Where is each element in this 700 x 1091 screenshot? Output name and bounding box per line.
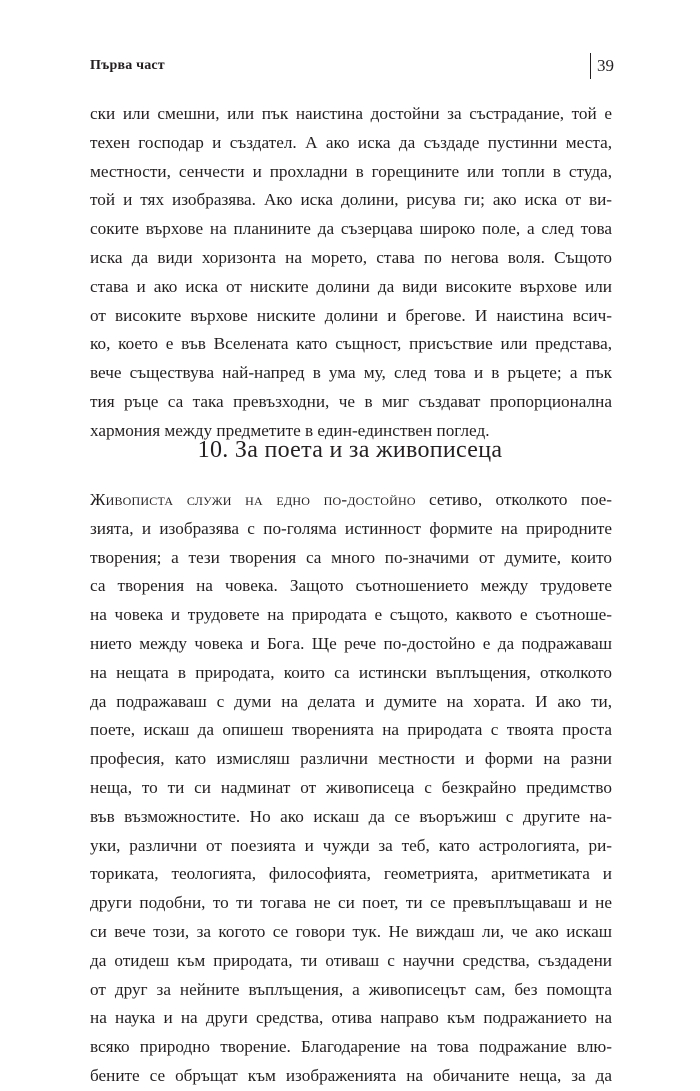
text-line: зията, и изобразява с по-голяма истинност формите на природните xyxy=(90,518,612,538)
text-line: професия, като измисляш различни местности и форми на разни xyxy=(90,749,612,769)
text-line: бените се обръщат към изображенията на обичаните неща, за да xyxy=(90,1065,612,1085)
text-line: тия ръце са така превъзходни, че в миг създават пропорционална xyxy=(90,391,612,411)
page-number: 39 xyxy=(597,56,614,75)
text-line: творения; а тези творения са много по-значими от думите, които xyxy=(90,547,612,567)
running-head: Първа част xyxy=(90,58,165,73)
text-line: нието между човека и Бога. Ще рече по-достойно е да подражаваш xyxy=(90,633,612,653)
text-line: вече съществува най-напред в ума му, след това и в ръцете; а пък xyxy=(90,363,612,383)
text-line-first xyxy=(90,486,612,515)
text-line: техен господар и създател. А ако иска да създаде пустинни места, xyxy=(90,132,612,152)
text-line: ски или смешни, или пък наистина достойни за състрадание, той е xyxy=(90,104,612,123)
text-line: на нещата в природата, които са истински въплъщения, отколкото xyxy=(90,662,612,682)
folio-rule xyxy=(590,53,591,79)
text-line: ториката, теологията, философията, геометрията, аритметиката и xyxy=(90,864,612,884)
lead-in-smallcaps: Живописта служи на едно по-достойно xyxy=(90,490,416,509)
text-line: соките върхове на планините да съзерцава широко поле, а след това xyxy=(90,219,612,239)
text-line: ко, което е във Вселената като същност, присъствие или представа, xyxy=(90,334,612,354)
text-line: уки, различни от поезията и чужди за теб, като астрологията, ри- xyxy=(90,835,612,855)
text-line: поете, искаш да опишеш творенията на природата с твоята проста xyxy=(90,720,612,740)
text-line: иска да види хоризонта на морето, става по негова воля. Същото xyxy=(90,247,612,267)
text-line: от високите върхове ниските долини и брегове. И наистина всич- xyxy=(90,305,612,325)
text-line: на човека и трудовете на природата е същото, каквото е съотноше- xyxy=(90,605,612,625)
text-line: на наука и на други средства, отива направо към подражанието на xyxy=(90,1008,612,1028)
text-line: всяко природно творение. Благодарение на това подражание влю- xyxy=(90,1037,612,1057)
first-line-rest: сетиво, отколкото поe- xyxy=(415,490,612,509)
text-line: неща, то ти си надминат от живописеца с безкрайно предимство xyxy=(90,777,612,797)
text-line: във възможностите. Но ако искаш да се въоръжиш с другите на- xyxy=(90,806,612,826)
paragraph-section-10 xyxy=(90,486,612,1091)
paragraph-continued xyxy=(90,100,612,446)
text-line: хармония между предметите в един-единствен поглед. xyxy=(90,420,490,440)
text-line: от друг за нейните въплъщения, а живописецът сам, без помощта xyxy=(90,979,612,999)
text-line: други подобни, то ти тогава не си поет, ти се превъплъщаваш и не xyxy=(90,893,612,913)
text-line: да подражаваш с думи на делата и думите на хората. И ако ти, xyxy=(90,691,612,711)
text-line: местности, сенчести и прохладни в горещините или топли в студа, xyxy=(90,161,612,181)
text-line: са творения на човека. Защото съотношението между трудовете xyxy=(90,576,612,596)
section-heading: 10. За поета и за живописеца xyxy=(197,437,503,463)
page-number-block xyxy=(590,52,614,80)
text-line: да отидеш към природата, ти отиваш с научни средства, създадени xyxy=(90,950,612,970)
text-line: той и тях изобразява. Ако иска долини, рисува ги; ако иска от ви- xyxy=(90,190,612,210)
text-line: става и ако иска от ниските долини да види високите върхове или xyxy=(90,276,612,296)
text-line: си вече този, за когото се говори тук. Не виждаш ли, че ако искаш xyxy=(90,921,612,941)
